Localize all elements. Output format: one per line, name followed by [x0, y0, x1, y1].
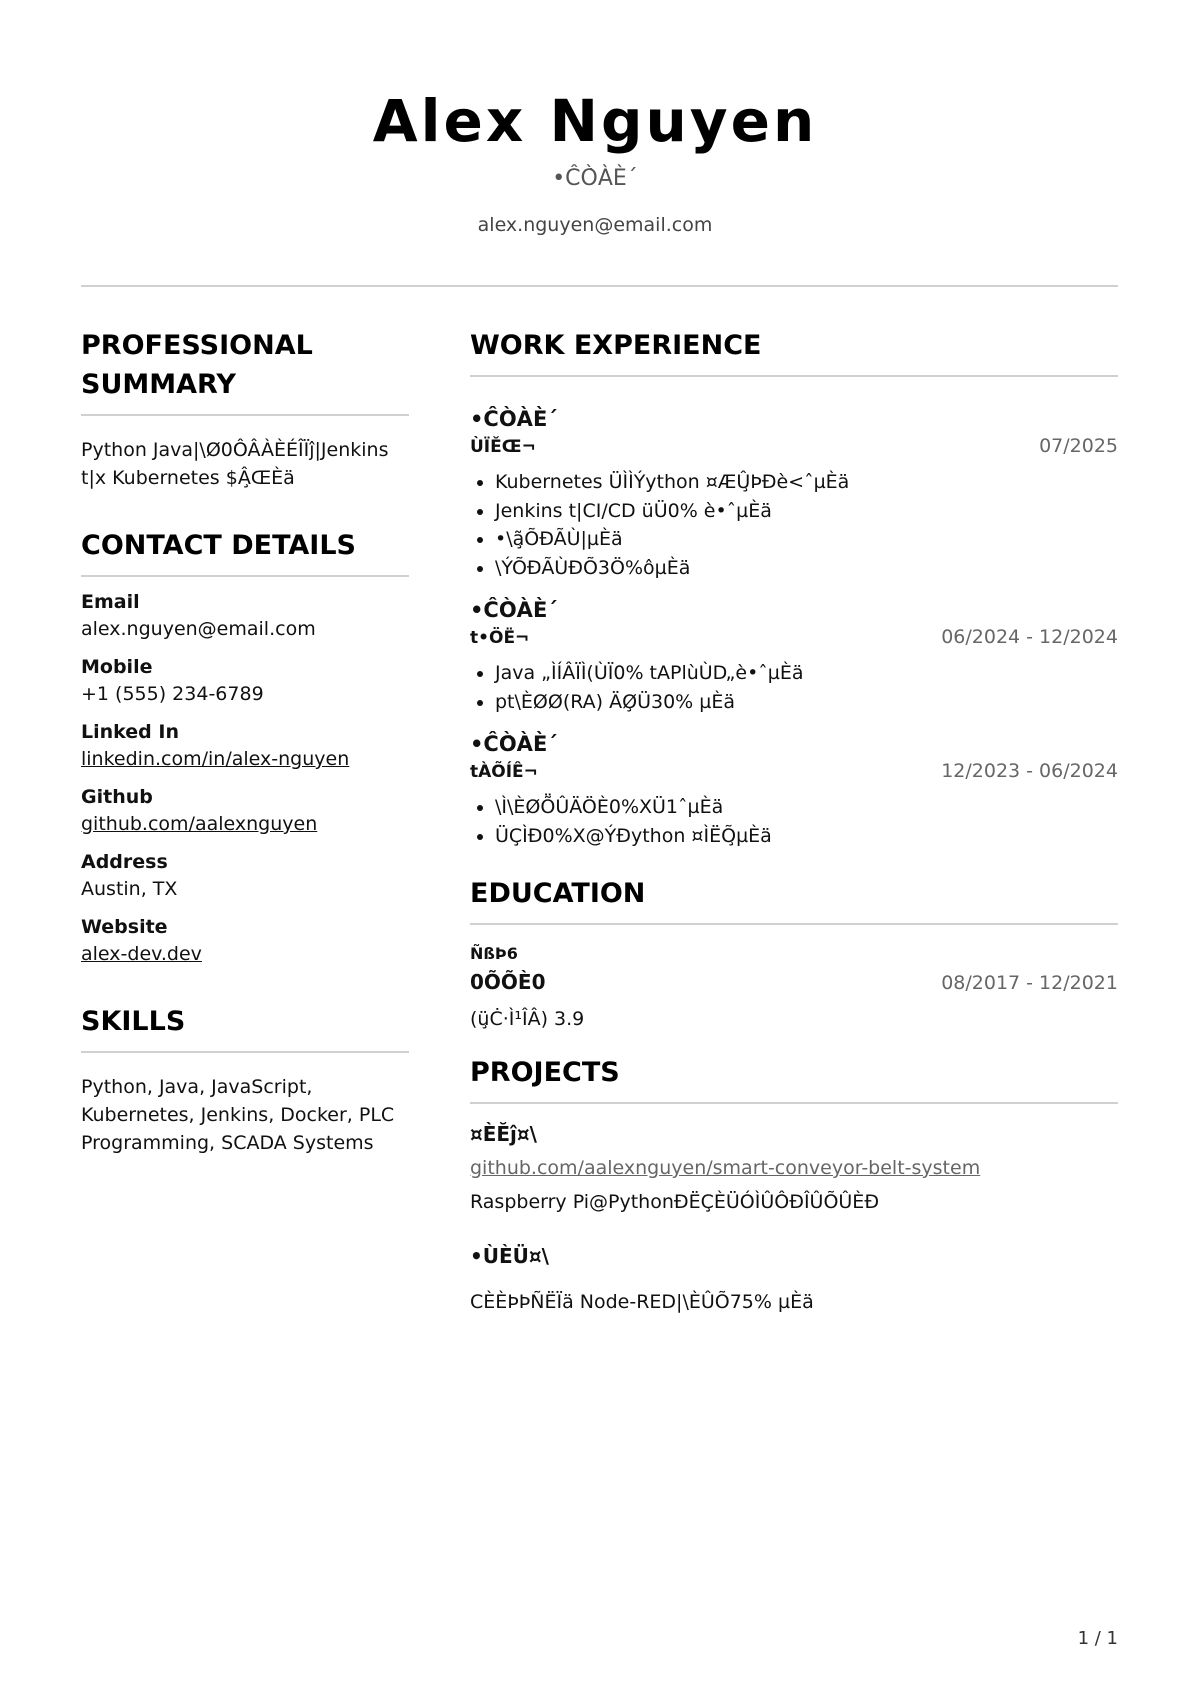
job-bullet: • Jenkins t|CI/CD üÜ0% è•ˆµÈä: [495, 497, 1118, 526]
contact-section: [81, 526, 409, 968]
job-bullet: • pt\ÈØØ(RA) ÄØ̧Ü30% µÈä: [495, 688, 1118, 717]
summary-section: [81, 326, 409, 492]
job-bullets: [470, 659, 1118, 716]
job-company: t•ÖË¬: [470, 628, 530, 648]
contact-heading: CONTACT DETAILS: [81, 530, 356, 561]
job-bullets: [470, 793, 1118, 850]
education-entry: [470, 941, 1118, 1033]
contact-linkedin-label: Linked In: [81, 721, 179, 743]
header-divider: [81, 285, 1118, 287]
education-date: 08/2017 - 12/2021: [941, 972, 1118, 994]
contact-mobile-label: Mobile: [81, 656, 153, 678]
job-bullet: • \Ì\ÈØṎÛÄÖÈ0%XÜ1ˆµÈä: [495, 793, 1118, 822]
project-title: ¤ÈĔĵ¤\: [470, 1122, 537, 1146]
projects-section: [470, 1053, 1118, 1316]
section-divider: [81, 575, 409, 577]
project-description: Raspberry Pi@PythonÐËÇÈÜÓÌÛÔÐÎÛÕÛÈÐ: [470, 1191, 880, 1213]
contact-email-value: alex.nguyen@email.com: [81, 618, 316, 640]
candidate-subtitle: •ĈÒ̀ÀÈ´: [552, 166, 638, 191]
job-company: tÀÕÍÊ¬: [470, 762, 538, 782]
summary-text: Python Java|\Ø0ÔÂÀÈÉÎÏĵ|Jenkins t|x Kubernetes $Â̧ŒÈä: [81, 439, 389, 489]
education-section: [470, 874, 1118, 1033]
education-heading: EDUCATION: [470, 878, 646, 909]
work-heading: WORK EXPERIENCE: [470, 330, 762, 361]
job-bullet: • Kubernetes ÜÌÌÝython ¤ÆÛ̧ÞÐè<ˆµÈä: [495, 468, 1118, 497]
project-description: CÈÈÞÞÑËÏä Node-RED|\ÈÛÕ75% µÈä: [470, 1291, 814, 1313]
job-title: •ĈÒ̀ÀÈ´: [470, 407, 558, 431]
job-company: ÙÏĚŒ¬: [470, 437, 536, 457]
contact-mobile-value: +1 (555) 234-6789: [81, 683, 264, 705]
job-date: 06/2024 - 12/2024: [941, 626, 1118, 648]
job-entry: [470, 405, 1118, 582]
right-column: [470, 326, 1118, 1316]
job-entry: [470, 730, 1118, 850]
project-entry: [470, 1120, 1118, 1216]
job-bullet: • \ÝÕÐÃÙÐÕ3Ö%ôµÈä: [495, 554, 1118, 583]
section-divider: [470, 1102, 1118, 1104]
page-number: 1 / 1: [1077, 1628, 1118, 1649]
projects-heading: PROJECTS: [470, 1057, 620, 1088]
candidate-name: Alex Nguyen: [372, 87, 818, 155]
left-column: [81, 326, 409, 1157]
job-bullet: • Java „ÌÍÂÏÌ(ÙÏ0% tAPlùÙD„è•ˆµÈä: [495, 659, 1118, 688]
contact-address-value: Austin, TX: [81, 878, 178, 900]
contact-linkedin-link[interactable]: linkedin.com/in/alex-nguyen: [81, 748, 350, 770]
header-email: alex.nguyen@email.com: [477, 214, 713, 236]
resume-header: [0, 86, 1190, 238]
contact-website-label: Website: [81, 916, 168, 938]
contact-website-link[interactable]: alex-dev.dev: [81, 943, 202, 965]
education-degree: 0ÕÕÈ0: [470, 970, 546, 994]
project-title: •ÙÈÜ¤\: [470, 1244, 549, 1268]
education-school: ÑßÞ6: [470, 944, 518, 963]
section-divider: [81, 414, 409, 416]
job-bullets: [470, 468, 1118, 582]
job-bullet: • ÜÇÌÐ0%X@ÝÐython ¤ÌËÕ̧µÈä: [495, 822, 1118, 851]
contact-email-label: Email: [81, 591, 140, 613]
job-bullet: • •\ã̧ÕÐÃÙ|µÈä: [495, 525, 1118, 554]
summary-heading: PROFESSIONAL SUMMARY: [81, 330, 313, 400]
project-link[interactable]: github.com/aalexnguyen/smart-conveyor-belt-system: [470, 1157, 981, 1179]
project-entry: [470, 1242, 1118, 1316]
skills-heading: SKILLS: [81, 1006, 186, 1037]
job-date: 12/2023 - 06/2024: [941, 760, 1118, 782]
job-title: •ĈÒ̀ÀÈ´: [470, 598, 558, 622]
job-title: •ĈÒ̀ÀÈ´: [470, 732, 558, 756]
skills-section: [81, 1002, 409, 1157]
skills-text: Python, Java, JavaScript, Kubernetes, Jenkins, Docker, PLC Programming, SCADA Systems: [81, 1076, 395, 1154]
job-entry: [470, 596, 1118, 716]
section-divider: [81, 1051, 409, 1053]
work-section: [470, 326, 1118, 850]
contact-github-label: Github: [81, 786, 153, 808]
job-date: 07/2025: [1039, 435, 1118, 457]
contact-address-label: Address: [81, 851, 168, 873]
education-gpa: (ü̧Ċ·Ì¹ÎÂ) 3.9: [470, 1008, 585, 1030]
contact-github-link[interactable]: github.com/aalexnguyen: [81, 813, 318, 835]
section-divider: [470, 923, 1118, 925]
section-divider: [470, 375, 1118, 377]
